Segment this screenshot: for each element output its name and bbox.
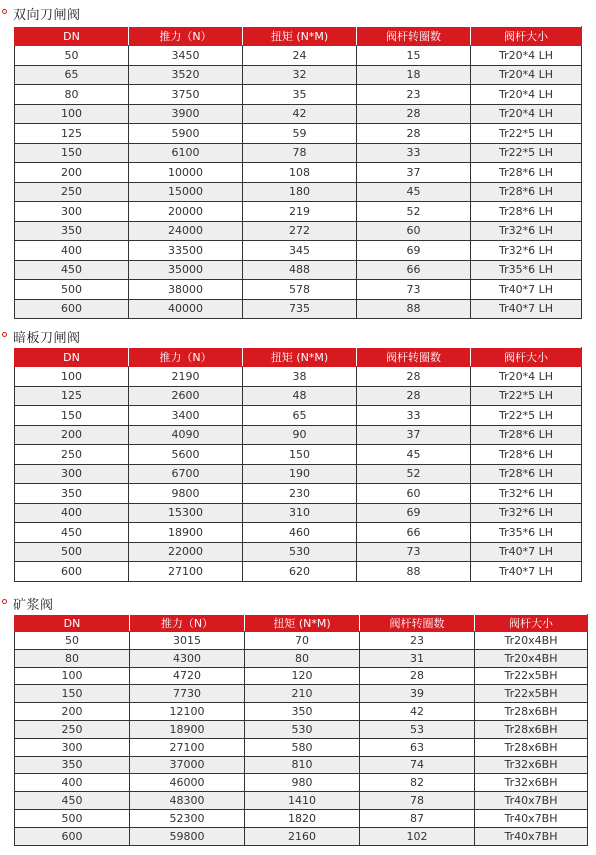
cell-torque: 310 [243, 503, 357, 523]
table-row [15, 685, 588, 703]
cell-torque: 32 [243, 65, 357, 85]
cell-torque: 90 [243, 425, 357, 445]
cell-stem-size: Tr28x6BH [475, 720, 588, 738]
cell-stem-size: Tr40*7 LH [471, 280, 582, 300]
column-header-stem-size: 阀杆大小 [471, 348, 582, 367]
cell-thrust: 3015 [130, 632, 245, 650]
cell-thrust: 3750 [129, 85, 243, 105]
cell-stem-turns: 39 [360, 685, 475, 703]
cell-thrust: 3520 [129, 65, 243, 85]
cell-thrust: 4300 [130, 649, 245, 667]
cell-torque: 48 [243, 386, 357, 406]
cell-torque: 230 [243, 484, 357, 504]
cell-stem-size: Tr20*4 LH [471, 104, 582, 124]
cell-torque: 24 [243, 46, 357, 66]
cell-dn: 350 [15, 484, 129, 504]
table-row [15, 85, 582, 105]
cell-thrust: 27100 [130, 738, 245, 756]
section-header [0, 592, 596, 612]
cell-stem-size: Tr32x6BH [475, 756, 588, 774]
cell-stem-turns: 23 [360, 632, 475, 650]
cell-torque: 810 [245, 756, 360, 774]
column-header-thrust: 推力（N） [129, 27, 243, 46]
cell-torque: 210 [245, 685, 360, 703]
table-row [15, 182, 582, 202]
table-row [15, 425, 582, 445]
column-header-stem-turns: 阀杆转圈数 [357, 348, 471, 367]
cell-stem-size: Tr28x6BH [475, 703, 588, 721]
cell-dn: 150 [15, 143, 129, 163]
spec-table [14, 614, 588, 846]
cell-stem-size: Tr20x4BH [475, 632, 588, 650]
cell-stem-size: Tr22*5 LH [471, 406, 582, 426]
cell-thrust: 10000 [129, 163, 243, 183]
cell-thrust: 5900 [129, 124, 243, 144]
cell-torque: 2160 [245, 827, 360, 845]
cell-stem-size: Tr35*6 LH [471, 523, 582, 543]
table-row [15, 649, 588, 667]
column-header-torque: 扭矩 (N*M) [243, 348, 357, 367]
cell-torque: 460 [243, 523, 357, 543]
cell-stem-size: Tr28x6BH [475, 738, 588, 756]
cell-stem-size: Tr32x6BH [475, 774, 588, 792]
cell-stem-turns: 66 [357, 260, 471, 280]
table-row [15, 523, 582, 543]
cell-stem-turns: 15 [357, 46, 471, 66]
section-header [0, 2, 596, 22]
table-header-row [15, 615, 588, 632]
cell-stem-turns: 52 [357, 202, 471, 222]
cell-stem-turns: 82 [360, 774, 475, 792]
cell-stem-turns: 37 [357, 163, 471, 183]
cell-stem-turns: 74 [360, 756, 475, 774]
cell-torque: 120 [245, 667, 360, 685]
cell-thrust: 6100 [129, 143, 243, 163]
cell-stem-turns: 73 [357, 280, 471, 300]
cell-stem-turns: 102 [360, 827, 475, 845]
cell-stem-turns: 33 [357, 406, 471, 426]
table-row [15, 221, 582, 241]
section-slurry-valve [0, 592, 596, 854]
cell-dn: 80 [15, 649, 130, 667]
cell-torque: 35 [243, 85, 357, 105]
cell-dn: 350 [15, 221, 129, 241]
cell-thrust: 2190 [129, 367, 243, 387]
table-row [15, 738, 588, 756]
cell-stem-turns: 63 [360, 738, 475, 756]
column-header-torque: 扭矩 (N*M) [243, 27, 357, 46]
cell-dn: 150 [15, 685, 130, 703]
cell-dn: 50 [15, 46, 129, 66]
column-header-stem-size: 阀杆大小 [475, 615, 588, 632]
cell-stem-turns: 45 [357, 182, 471, 202]
cell-dn: 200 [15, 425, 129, 445]
cell-dn: 500 [15, 809, 130, 827]
cell-dn: 300 [15, 738, 130, 756]
table-row [15, 667, 588, 685]
cell-stem-turns: 69 [357, 503, 471, 523]
cell-torque: 350 [245, 703, 360, 721]
cell-stem-size: Tr28*6 LH [471, 425, 582, 445]
table-row [15, 241, 582, 261]
cell-dn: 300 [15, 464, 129, 484]
cell-thrust: 46000 [130, 774, 245, 792]
column-header-stem-turns: 阀杆转圈数 [360, 615, 475, 632]
cell-dn: 125 [15, 124, 129, 144]
cell-torque: 219 [243, 202, 357, 222]
cell-thrust: 3900 [129, 104, 243, 124]
column-header-dn: DN [15, 615, 130, 632]
cell-thrust: 38000 [129, 280, 243, 300]
table-row [15, 774, 588, 792]
cell-stem-turns: 28 [357, 386, 471, 406]
cell-thrust: 15000 [129, 182, 243, 202]
table-row [15, 202, 582, 222]
cell-dn: 250 [15, 182, 129, 202]
cell-thrust: 4090 [129, 425, 243, 445]
cell-stem-size: Tr40x7BH [475, 792, 588, 810]
cell-stem-size: Tr20*4 LH [471, 85, 582, 105]
cell-dn: 150 [15, 406, 129, 426]
cell-thrust: 3450 [129, 46, 243, 66]
table-row [15, 65, 582, 85]
cell-thrust: 18900 [130, 720, 245, 738]
cell-stem-size: Tr22*5 LH [471, 143, 582, 163]
cell-stem-turns: 37 [357, 425, 471, 445]
cell-dn: 65 [15, 65, 129, 85]
cell-dn: 80 [15, 85, 129, 105]
cell-thrust: 15300 [129, 503, 243, 523]
cell-thrust: 18900 [129, 523, 243, 543]
cell-stem-turns: 52 [357, 464, 471, 484]
cell-stem-turns: 88 [357, 299, 471, 319]
cell-torque: 735 [243, 299, 357, 319]
cell-torque: 488 [243, 260, 357, 280]
cell-torque: 150 [243, 445, 357, 465]
cell-stem-size: Tr40x7BH [475, 827, 588, 845]
cell-dn: 125 [15, 386, 129, 406]
cell-torque: 65 [243, 406, 357, 426]
cell-stem-turns: 28 [360, 667, 475, 685]
cell-dn: 350 [15, 756, 130, 774]
table-row [15, 792, 588, 810]
cell-stem-size: Tr32*6 LH [471, 503, 582, 523]
table-row [15, 143, 582, 163]
cell-stem-size: Tr32*6 LH [471, 484, 582, 504]
table-row [15, 445, 582, 465]
cell-stem-turns: 28 [357, 124, 471, 144]
table-header-row [15, 348, 582, 367]
table-row [15, 464, 582, 484]
cell-dn: 450 [15, 260, 129, 280]
cell-stem-turns: 78 [360, 792, 475, 810]
cell-dn: 450 [15, 523, 129, 543]
cell-stem-size: Tr40*7 LH [471, 562, 582, 582]
cell-stem-size: Tr20*4 LH [471, 367, 582, 387]
cell-torque: 580 [245, 738, 360, 756]
cell-torque: 42 [243, 104, 357, 124]
cell-stem-size: Tr28*6 LH [471, 163, 582, 183]
table-row [15, 484, 582, 504]
section-title: 双向刀闸阀 [13, 8, 81, 23]
cell-torque: 1410 [245, 792, 360, 810]
cell-dn: 500 [15, 542, 129, 562]
table-row [15, 124, 582, 144]
table-row [15, 104, 582, 124]
cell-stem-turns: 60 [357, 484, 471, 504]
cell-dn: 600 [15, 299, 129, 319]
cell-dn: 200 [15, 163, 129, 183]
table-row [15, 542, 582, 562]
column-header-dn: DN [15, 27, 129, 46]
cell-thrust: 59800 [130, 827, 245, 845]
cell-stem-turns: 23 [357, 85, 471, 105]
cell-torque: 272 [243, 221, 357, 241]
cell-dn: 100 [15, 104, 129, 124]
table-row [15, 720, 588, 738]
cell-thrust: 37000 [130, 756, 245, 774]
cell-stem-size: Tr22x5BH [475, 685, 588, 703]
cell-dn: 300 [15, 202, 129, 222]
section-double-knife-gate-valve [0, 2, 596, 322]
cell-thrust: 52300 [130, 809, 245, 827]
table-row [15, 46, 582, 66]
cell-dn: 100 [15, 667, 130, 685]
section-header [0, 325, 596, 345]
cell-stem-size: Tr28*6 LH [471, 464, 582, 484]
table-row [15, 367, 582, 387]
cell-dn: 400 [15, 503, 129, 523]
column-header-thrust: 推力（N） [129, 348, 243, 367]
column-header-stem-turns: 阀杆转圈数 [357, 27, 471, 46]
cell-thrust: 7730 [130, 685, 245, 703]
circle-bullet-icon [2, 9, 7, 14]
cell-stem-size: Tr28*6 LH [471, 445, 582, 465]
cell-dn: 600 [15, 827, 130, 845]
table-row [15, 562, 582, 582]
cell-stem-turns: 87 [360, 809, 475, 827]
table-row [15, 386, 582, 406]
cell-stem-size: Tr20*4 LH [471, 65, 582, 85]
cell-torque: 530 [245, 720, 360, 738]
table-row [15, 280, 582, 300]
column-header-thrust: 推力（N） [130, 615, 245, 632]
cell-stem-size: Tr32*6 LH [471, 241, 582, 261]
table-row [15, 260, 582, 280]
cell-stem-size: Tr20*4 LH [471, 46, 582, 66]
cell-thrust: 24000 [129, 221, 243, 241]
spec-table [14, 347, 582, 582]
cell-torque: 108 [243, 163, 357, 183]
cell-stem-size: Tr40x7BH [475, 809, 588, 827]
cell-stem-size: Tr22*5 LH [471, 124, 582, 144]
circle-bullet-icon [2, 599, 7, 604]
table-header-row [15, 27, 582, 46]
cell-stem-size: Tr32*6 LH [471, 221, 582, 241]
cell-dn: 50 [15, 632, 130, 650]
cell-stem-turns: 45 [357, 445, 471, 465]
cell-stem-turns: 42 [360, 703, 475, 721]
cell-stem-turns: 28 [357, 104, 471, 124]
table-row [15, 827, 588, 845]
column-header-stem-size: 阀杆大小 [471, 27, 582, 46]
cell-stem-turns: 18 [357, 65, 471, 85]
cell-stem-turns: 60 [357, 221, 471, 241]
spec-table [14, 26, 582, 319]
table-row [15, 163, 582, 183]
cell-torque: 980 [245, 774, 360, 792]
cell-stem-size: Tr35*6 LH [471, 260, 582, 280]
table-row [15, 406, 582, 426]
cell-stem-size: Tr22*5 LH [471, 386, 582, 406]
cell-torque: 190 [243, 464, 357, 484]
table-row [15, 703, 588, 721]
cell-torque: 578 [243, 280, 357, 300]
cell-dn: 200 [15, 703, 130, 721]
cell-thrust: 35000 [129, 260, 243, 280]
cell-thrust: 20000 [129, 202, 243, 222]
cell-torque: 530 [243, 542, 357, 562]
table-row [15, 809, 588, 827]
section-concealed-knife-gate-valve [0, 325, 596, 585]
cell-dn: 250 [15, 445, 129, 465]
cell-stem-turns: 33 [357, 143, 471, 163]
table-row [15, 503, 582, 523]
section-title: 矿浆阀 [13, 598, 54, 613]
cell-thrust: 5600 [129, 445, 243, 465]
cell-stem-size: Tr40*7 LH [471, 542, 582, 562]
cell-dn: 450 [15, 792, 130, 810]
cell-thrust: 33500 [129, 241, 243, 261]
cell-torque: 1820 [245, 809, 360, 827]
cell-stem-turns: 66 [357, 523, 471, 543]
cell-torque: 78 [243, 143, 357, 163]
cell-torque: 620 [243, 562, 357, 582]
column-header-dn: DN [15, 348, 129, 367]
cell-thrust: 40000 [129, 299, 243, 319]
cell-thrust: 4720 [130, 667, 245, 685]
cell-torque: 180 [243, 182, 357, 202]
cell-stem-size: Tr28*6 LH [471, 182, 582, 202]
cell-stem-size: Tr40*7 LH [471, 299, 582, 319]
cell-thrust: 27100 [129, 562, 243, 582]
cell-stem-turns: 28 [357, 367, 471, 387]
cell-torque: 345 [243, 241, 357, 261]
cell-torque: 80 [245, 649, 360, 667]
cell-thrust: 22000 [129, 542, 243, 562]
cell-stem-size: Tr28*6 LH [471, 202, 582, 222]
cell-dn: 400 [15, 241, 129, 261]
cell-stem-turns: 69 [357, 241, 471, 261]
cell-dn: 600 [15, 562, 129, 582]
cell-torque: 38 [243, 367, 357, 387]
cell-dn: 100 [15, 367, 129, 387]
cell-stem-turns: 53 [360, 720, 475, 738]
cell-stem-turns: 73 [357, 542, 471, 562]
cell-dn: 400 [15, 774, 130, 792]
circle-bullet-icon [2, 332, 7, 337]
cell-stem-size: Tr20x4BH [475, 649, 588, 667]
cell-torque: 59 [243, 124, 357, 144]
cell-thrust: 12100 [130, 703, 245, 721]
cell-dn: 500 [15, 280, 129, 300]
table-row [15, 756, 588, 774]
cell-thrust: 48300 [130, 792, 245, 810]
cell-torque: 70 [245, 632, 360, 650]
section-title: 暗板刀闸阀 [13, 331, 81, 346]
cell-thrust: 2600 [129, 386, 243, 406]
cell-stem-size: Tr22x5BH [475, 667, 588, 685]
table-row [15, 632, 588, 650]
cell-dn: 250 [15, 720, 130, 738]
column-header-torque: 扭矩 (N*M) [245, 615, 360, 632]
cell-thrust: 3400 [129, 406, 243, 426]
cell-stem-turns: 31 [360, 649, 475, 667]
table-row [15, 299, 582, 319]
cell-thrust: 6700 [129, 464, 243, 484]
cell-thrust: 9800 [129, 484, 243, 504]
cell-stem-turns: 88 [357, 562, 471, 582]
